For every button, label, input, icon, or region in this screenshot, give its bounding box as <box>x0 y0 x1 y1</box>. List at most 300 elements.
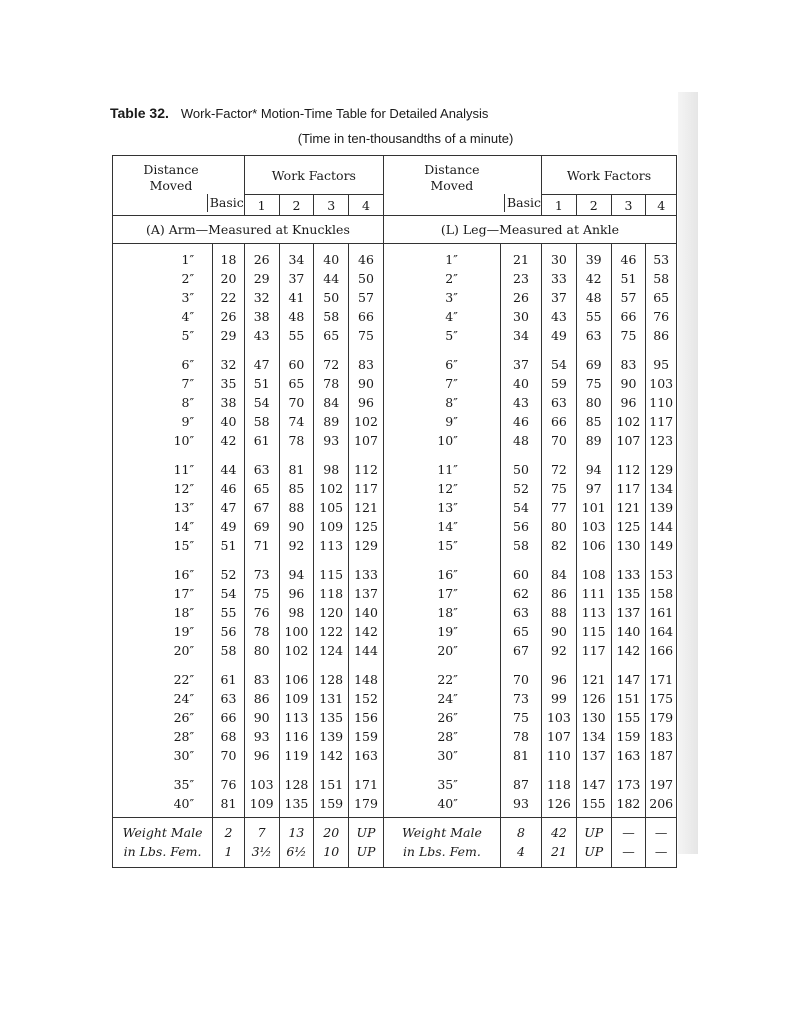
wf-arm-value: 90 <box>279 517 314 536</box>
wf-arm-value: 71 <box>244 536 279 559</box>
weight-row <box>113 818 677 843</box>
wf-leg-value: 137 <box>611 603 646 622</box>
distance-arm: 22″ <box>173 672 195 687</box>
basic-arm-value: 52 <box>213 559 245 584</box>
wf-leg-value: 90 <box>542 622 577 641</box>
wf-arm-value: 163 <box>349 746 384 769</box>
wf-arm-value: 89 <box>314 412 349 431</box>
basic-leg-value: 62 <box>500 584 541 603</box>
data-group <box>113 244 677 350</box>
weight-label-leg: in Lbs. Fem. <box>383 842 500 868</box>
weight-arm-value: 1 <box>213 842 245 868</box>
weight-leg-value: UP <box>576 818 611 843</box>
weight-arm-value: 7 <box>244 818 279 843</box>
wf-arm-value: 74 <box>279 412 314 431</box>
wf-arm-value: 139 <box>314 727 349 746</box>
weight-arm-value: 13 <box>279 818 314 843</box>
wf-leg-value: 101 <box>576 498 611 517</box>
wf-arm-value: 85 <box>279 479 314 498</box>
wf-number-leg-1: 1 <box>542 195 577 216</box>
weight-leg-value: — <box>646 818 677 843</box>
wf-leg-value: 75 <box>611 326 646 349</box>
wf-leg-value: 92 <box>542 641 577 664</box>
wf-arm-value: 26 <box>244 244 279 270</box>
wf-leg-value: 149 <box>646 536 677 559</box>
weight-label-arm: in Lbs. Fem. <box>123 844 202 859</box>
wf-leg-value: 108 <box>576 559 611 584</box>
section-header-row <box>113 216 677 244</box>
table-row <box>113 269 677 288</box>
weight-row <box>113 842 677 868</box>
wf-leg-value: 55 <box>576 307 611 326</box>
wf-arm-value: 65 <box>279 374 314 393</box>
wf-leg-value: 130 <box>576 708 611 727</box>
distance-arm: 9″ <box>181 414 195 429</box>
distance-arm: 26″ <box>173 710 195 725</box>
wf-leg-value: 39 <box>576 244 611 270</box>
wf-leg-value: 80 <box>576 393 611 412</box>
wf-leg-value: 83 <box>611 349 646 374</box>
data-group <box>113 664 677 769</box>
wf-leg-value: 75 <box>576 374 611 393</box>
wf-leg-value: 123 <box>646 431 677 454</box>
basic-arm-value: 76 <box>213 769 245 794</box>
wf-leg-value: 121 <box>576 664 611 689</box>
wf-leg-value: 153 <box>646 559 677 584</box>
weight-arm-value: 20 <box>314 818 349 843</box>
table-row <box>113 794 677 818</box>
wf-leg-value: 126 <box>576 689 611 708</box>
wf-arm-value: 159 <box>349 727 384 746</box>
basic-leg-value: 46 <box>500 412 541 431</box>
section-leg-title: (L) Leg—Measured at Ankle <box>383 216 676 244</box>
basic-header-leg: Basic <box>504 194 541 212</box>
table-row <box>113 517 677 536</box>
wf-arm-value: 96 <box>244 746 279 769</box>
distance-arm: 24″ <box>173 691 195 706</box>
wf-leg-value: 103 <box>576 517 611 536</box>
distance-leg: 35″ <box>383 769 500 794</box>
basic-arm-value: 32 <box>213 349 245 374</box>
wf-arm-value: 78 <box>314 374 349 393</box>
weight-leg-value: UP <box>576 842 611 868</box>
table-row <box>113 431 677 454</box>
table-row <box>113 708 677 727</box>
wf-arm-value: 109 <box>279 689 314 708</box>
wf-leg-value: 130 <box>611 536 646 559</box>
wf-arm-value: 121 <box>349 498 384 517</box>
distance-arm: 1″ <box>181 252 195 267</box>
basic-leg-value: 48 <box>500 431 541 454</box>
wf-arm-value: 135 <box>279 794 314 818</box>
distance-moved-header-leg <box>383 156 541 216</box>
basic-leg-value: 60 <box>500 559 541 584</box>
wf-leg-value: 49 <box>542 326 577 349</box>
wf-arm-value: 70 <box>279 393 314 412</box>
basic-leg-value: 54 <box>500 498 541 517</box>
wf-arm-value: 32 <box>244 288 279 307</box>
wf-leg-value: 53 <box>646 244 677 270</box>
wf-leg-value: 134 <box>646 479 677 498</box>
wf-number-arm-3: 3 <box>314 195 349 216</box>
wf-leg-value: 206 <box>646 794 677 818</box>
work-factors-header-arm: Work Factors <box>244 156 383 195</box>
distance-leg: 1″ <box>383 244 500 270</box>
wf-leg-value: 42 <box>576 269 611 288</box>
weight-label-leg: Weight Male <box>383 818 500 843</box>
table-row <box>113 479 677 498</box>
wf-leg-value: 85 <box>576 412 611 431</box>
basic-leg-value: 81 <box>500 746 541 769</box>
wf-arm-value: 61 <box>244 431 279 454</box>
wf-leg-value: 166 <box>646 641 677 664</box>
distance-leg: 26″ <box>383 708 500 727</box>
distance-leg: 15″ <box>383 536 500 559</box>
wf-number-leg-3: 3 <box>611 195 646 216</box>
basic-leg-value: 63 <box>500 603 541 622</box>
data-group <box>113 349 677 454</box>
wf-leg-value: 159 <box>611 727 646 746</box>
wf-leg-value: 66 <box>542 412 577 431</box>
wf-arm-value: 92 <box>279 536 314 559</box>
wf-arm-value: 80 <box>244 641 279 664</box>
wf-leg-value: 33 <box>542 269 577 288</box>
wf-leg-value: 183 <box>646 727 677 746</box>
wf-arm-value: 93 <box>314 431 349 454</box>
wf-leg-value: 175 <box>646 689 677 708</box>
wf-arm-value: 47 <box>244 349 279 374</box>
weight-arm-value: 10 <box>314 842 349 868</box>
weight-group <box>113 818 677 868</box>
distance-arm: 40″ <box>173 796 195 811</box>
wf-leg-value: 134 <box>576 727 611 746</box>
table-caption <box>110 105 488 121</box>
basic-leg-value: 52 <box>500 479 541 498</box>
wf-leg-value: 182 <box>611 794 646 818</box>
distance-arm: 20″ <box>173 643 195 658</box>
basic-arm-value: 42 <box>213 431 245 454</box>
wf-leg-value: 99 <box>542 689 577 708</box>
wf-arm-value: 50 <box>349 269 384 288</box>
wf-arm-value: 116 <box>279 727 314 746</box>
weight-arm-value: 6½ <box>279 842 314 868</box>
wf-arm-value: 113 <box>279 708 314 727</box>
basic-leg-value: 26 <box>500 288 541 307</box>
wf-leg-value: 142 <box>611 641 646 664</box>
wf-leg-value: 103 <box>542 708 577 727</box>
table-row <box>113 412 677 431</box>
basic-arm-value: 54 <box>213 584 245 603</box>
motion-time-table <box>112 155 677 868</box>
table-row <box>113 584 677 603</box>
basic-arm-value: 58 <box>213 641 245 664</box>
wf-arm-value: 57 <box>349 288 384 307</box>
distance-arm: 5″ <box>181 328 195 343</box>
basic-arm-value: 51 <box>213 536 245 559</box>
basic-leg-value: 37 <box>500 349 541 374</box>
wf-leg-value: 171 <box>646 664 677 689</box>
table-row <box>113 307 677 326</box>
distance-moved-text: Distance Moved <box>424 162 480 193</box>
wf-arm-value: 66 <box>349 307 384 326</box>
wf-arm-value: 60 <box>279 349 314 374</box>
distance-leg: 7″ <box>383 374 500 393</box>
wf-leg-value: 96 <box>542 664 577 689</box>
wf-leg-value: 117 <box>576 641 611 664</box>
distance-leg: 12″ <box>383 479 500 498</box>
basic-arm-value: 46 <box>213 479 245 498</box>
wf-leg-value: 97 <box>576 479 611 498</box>
distance-leg: 13″ <box>383 498 500 517</box>
table-header <box>113 156 677 216</box>
weight-label-arm: Weight Male <box>113 818 213 843</box>
header-row-primary <box>113 156 677 195</box>
distance-leg: 6″ <box>383 349 500 374</box>
distance-leg: 17″ <box>383 584 500 603</box>
wf-leg-value: 113 <box>576 603 611 622</box>
wf-number-arm-4: 4 <box>349 195 384 216</box>
wf-arm-value: 148 <box>349 664 384 689</box>
wf-leg-value: 147 <box>611 664 646 689</box>
wf-arm-value: 112 <box>349 454 384 479</box>
wf-leg-value: 80 <box>542 517 577 536</box>
wf-leg-value: 75 <box>542 479 577 498</box>
wf-arm-value: 142 <box>314 746 349 769</box>
basic-arm-value: 29 <box>213 326 245 349</box>
basic-leg-value: 43 <box>500 393 541 412</box>
wf-arm-value: 137 <box>349 584 384 603</box>
wf-arm-value: 117 <box>349 479 384 498</box>
distance-leg: 28″ <box>383 727 500 746</box>
distance-arm: 11″ <box>173 462 195 477</box>
wf-arm-value: 131 <box>314 689 349 708</box>
wf-arm-value: 48 <box>279 307 314 326</box>
wf-leg-value: 187 <box>646 746 677 769</box>
distance-arm: 10″ <box>173 433 195 448</box>
weight-leg-value: 21 <box>542 842 577 868</box>
distance-leg: 9″ <box>383 412 500 431</box>
wf-arm-value: 65 <box>244 479 279 498</box>
table-row <box>113 244 677 270</box>
table-row <box>113 603 677 622</box>
data-group <box>113 769 677 818</box>
wf-arm-value: 67 <box>244 498 279 517</box>
distance-arm: 18″ <box>173 605 195 620</box>
wf-arm-value: 118 <box>314 584 349 603</box>
wf-leg-value: 110 <box>542 746 577 769</box>
basic-leg-value: 73 <box>500 689 541 708</box>
wf-leg-value: 112 <box>611 454 646 479</box>
wf-leg-value: 155 <box>611 708 646 727</box>
distance-arm: 35″ <box>173 777 195 792</box>
wf-arm-value: 105 <box>314 498 349 517</box>
distance-leg: 8″ <box>383 393 500 412</box>
wf-arm-value: 50 <box>314 288 349 307</box>
wf-leg-value: 102 <box>611 412 646 431</box>
wf-arm-value: 88 <box>279 498 314 517</box>
wf-arm-value: 140 <box>349 603 384 622</box>
basic-leg-value: 34 <box>500 326 541 349</box>
distance-leg: 40″ <box>383 794 500 818</box>
weight-leg-value: 4 <box>500 842 541 868</box>
distance-leg: 19″ <box>383 622 500 641</box>
wf-arm-value: 96 <box>349 393 384 412</box>
basic-arm-value: 56 <box>213 622 245 641</box>
wf-leg-value: 107 <box>611 431 646 454</box>
wf-arm-value: 46 <box>349 244 384 270</box>
distance-arm: 4″ <box>181 309 195 324</box>
basic-arm-value: 81 <box>213 794 245 818</box>
distance-arm: 3″ <box>181 290 195 305</box>
table-row <box>113 326 677 349</box>
distance-arm: 12″ <box>173 481 195 496</box>
basic-leg-value: 70 <box>500 664 541 689</box>
wf-arm-value: 78 <box>244 622 279 641</box>
distance-arm: 15″ <box>173 538 195 553</box>
wf-arm-value: 142 <box>349 622 384 641</box>
wf-leg-value: 144 <box>646 517 677 536</box>
wf-leg-value: 117 <box>611 479 646 498</box>
wf-arm-value: 156 <box>349 708 384 727</box>
wf-arm-value: 96 <box>279 584 314 603</box>
wf-arm-value: 103 <box>244 769 279 794</box>
basic-arm-value: 70 <box>213 746 245 769</box>
wf-arm-value: 41 <box>279 288 314 307</box>
distance-arm: 28″ <box>173 729 195 744</box>
wf-arm-value: 159 <box>314 794 349 818</box>
wf-leg-value: 135 <box>611 584 646 603</box>
distance-leg: 16″ <box>383 559 500 584</box>
data-group <box>113 454 677 559</box>
wf-arm-value: 115 <box>314 559 349 584</box>
wf-arm-value: 90 <box>349 374 384 393</box>
wf-arm-value: 98 <box>314 454 349 479</box>
wf-leg-value: 129 <box>646 454 677 479</box>
wf-arm-value: 124 <box>314 641 349 664</box>
wf-arm-value: 100 <box>279 622 314 641</box>
table-row <box>113 393 677 412</box>
basic-arm-value: 61 <box>213 664 245 689</box>
table-row <box>113 349 677 374</box>
wf-leg-value: 163 <box>611 746 646 769</box>
wf-leg-value: 65 <box>646 288 677 307</box>
wf-leg-value: 57 <box>611 288 646 307</box>
basic-leg-value: 87 <box>500 769 541 794</box>
wf-leg-value: 161 <box>646 603 677 622</box>
table-row <box>113 288 677 307</box>
wf-leg-value: 77 <box>542 498 577 517</box>
basic-arm-value: 18 <box>213 244 245 270</box>
wf-leg-value: 82 <box>542 536 577 559</box>
distance-leg: 3″ <box>383 288 500 307</box>
wf-leg-value: 88 <box>542 603 577 622</box>
section-arm-title: (A) Arm—Measured at Knuckles <box>113 216 384 244</box>
wf-leg-value: 110 <box>646 393 677 412</box>
basic-arm-value: 26 <box>213 307 245 326</box>
wf-arm-value: 151 <box>314 769 349 794</box>
distance-leg: 30″ <box>383 746 500 769</box>
wf-arm-value: 107 <box>349 431 384 454</box>
table-row <box>113 641 677 664</box>
basic-leg-value: 75 <box>500 708 541 727</box>
wf-arm-value: 102 <box>314 479 349 498</box>
wf-arm-value: 51 <box>244 374 279 393</box>
wf-leg-value: 140 <box>611 622 646 641</box>
wf-leg-value: 103 <box>646 374 677 393</box>
wf-number-arm-2: 2 <box>279 195 314 216</box>
basic-arm-value: 68 <box>213 727 245 746</box>
basic-header-arm: Basic <box>207 194 244 212</box>
wf-leg-value: 30 <box>542 244 577 270</box>
wf-arm-value: 102 <box>279 641 314 664</box>
distance-arm: 19″ <box>173 624 195 639</box>
basic-arm-value: 66 <box>213 708 245 727</box>
wf-leg-value: 94 <box>576 454 611 479</box>
wf-arm-value: 65 <box>314 326 349 349</box>
basic-arm-value: 40 <box>213 412 245 431</box>
wf-arm-value: 109 <box>314 517 349 536</box>
basic-leg-value: 78 <box>500 727 541 746</box>
basic-arm-value: 38 <box>213 393 245 412</box>
wf-leg-value: 197 <box>646 769 677 794</box>
basic-arm-value: 49 <box>213 517 245 536</box>
distance-arm: 30″ <box>173 748 195 763</box>
weight-leg-value: — <box>611 818 646 843</box>
table-row <box>113 559 677 584</box>
wf-arm-value: 109 <box>244 794 279 818</box>
basic-leg-value: 56 <box>500 517 541 536</box>
weight-leg-value: — <box>611 842 646 868</box>
table-subtitle: (Time in ten-thousandths of a minute) <box>297 131 514 146</box>
distance-leg: 10″ <box>383 431 500 454</box>
wf-arm-value: 76 <box>244 603 279 622</box>
wf-leg-value: 86 <box>646 326 677 349</box>
wf-leg-value: 96 <box>611 393 646 412</box>
wf-leg-value: 63 <box>542 393 577 412</box>
wf-arm-value: 102 <box>349 412 384 431</box>
wf-leg-value: 155 <box>576 794 611 818</box>
wf-leg-value: 125 <box>611 517 646 536</box>
distance-leg: 5″ <box>383 326 500 349</box>
basic-leg-value: 65 <box>500 622 541 641</box>
wf-arm-value: 128 <box>314 664 349 689</box>
wf-leg-value: 121 <box>611 498 646 517</box>
wf-arm-value: 106 <box>279 664 314 689</box>
wf-leg-value: 51 <box>611 269 646 288</box>
wf-leg-value: 117 <box>646 412 677 431</box>
wf-arm-value: 40 <box>314 244 349 270</box>
wf-arm-value: 55 <box>279 326 314 349</box>
wf-leg-value: 46 <box>611 244 646 270</box>
distance-arm: 14″ <box>173 519 195 534</box>
distance-leg: 18″ <box>383 603 500 622</box>
wf-arm-value: 78 <box>279 431 314 454</box>
wf-leg-value: 69 <box>576 349 611 374</box>
wf-leg-value: 70 <box>542 431 577 454</box>
wf-arm-value: 98 <box>279 603 314 622</box>
weight-arm-value: 2 <box>213 818 245 843</box>
table-title: Work-Factor* Motion-Time Table for Detailed Analysis <box>180 106 489 121</box>
wf-arm-value: 152 <box>349 689 384 708</box>
wf-arm-value: 72 <box>314 349 349 374</box>
wf-leg-value: 151 <box>611 689 646 708</box>
distance-leg: 11″ <box>383 454 500 479</box>
wf-leg-value: 59 <box>542 374 577 393</box>
weight-arm-value: 3½ <box>244 842 279 868</box>
section-row <box>113 216 677 244</box>
weight-leg-value: 42 <box>542 818 577 843</box>
wf-leg-value: 84 <box>542 559 577 584</box>
